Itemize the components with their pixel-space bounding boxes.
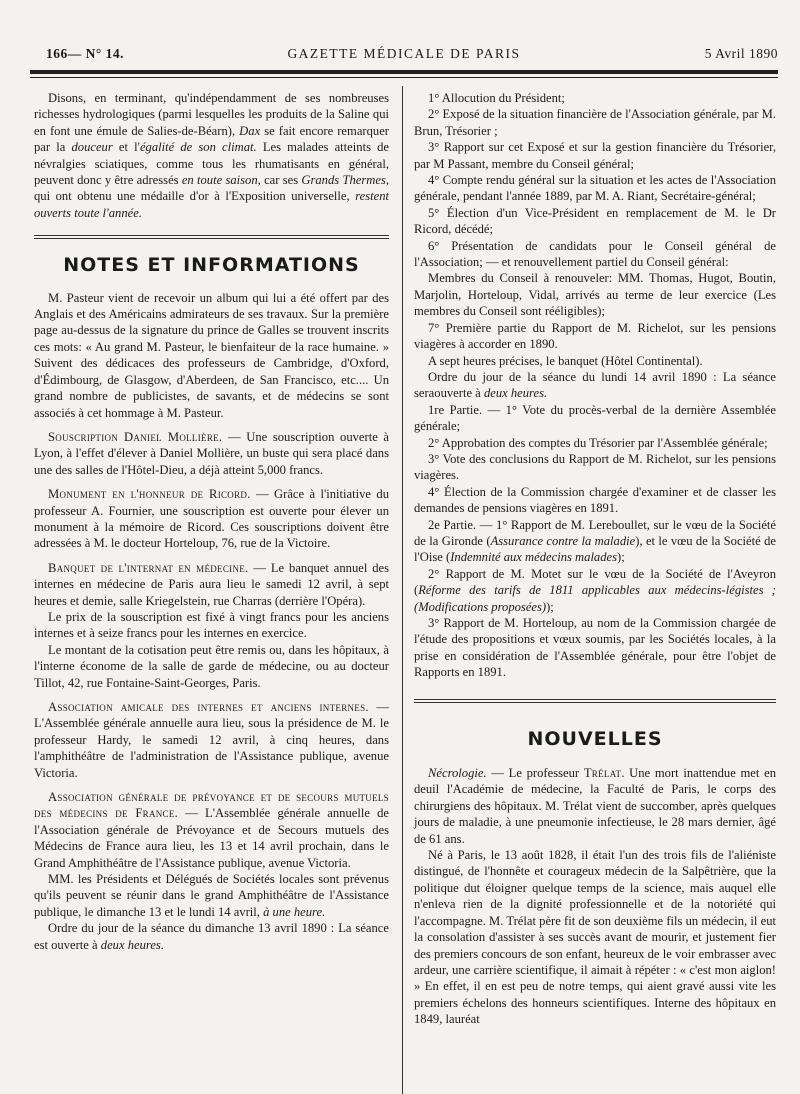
issue-date: 5 Avril 1890 [704,46,778,61]
section-divider [34,235,389,239]
agenda-item-6: 6° Présentation de candidats pour le Conseil général de l'Association; — et renouvellement partiel du Conseil général: [414,238,776,270]
banquet-payment-paragraph: Le montant de la cotisation peut être remis ou, dans les hôpitaux, à l'interne économe de la salle de garde de médecine, ou au docteur Tillot, 42, rue Fontaine-Saint-Georges, Paris. [34,642,389,690]
part1-item-2: 2° Approbation des comptes du Trésorier par l'Assemblée générale; [428,435,768,450]
trelat-biography-paragraph: Né à Paris, le 13 août 1828, il était l'un des trois fils de l'aliéniste distingué, de l'honnête et courageux médecin de la Salpêtrière, que la politique dut éloigner quelque temps de la science, mais auquel elle n'enleva rien de la dignité professionnelle et de la notoriété qui l'accompagne. M. Trélat père fit de son deuxième fils un médecin, il eut la consolation d'assister à ses succès avant de mourir, et justement fier des premiers concours de son enfant, heureux de le voir embrasser avec ardeur, une carrière scientifique, il aimait à répéter : « c'est mon aiglon! » En effet, il en est peu de notre temps, qui aient gravé aussi vite les premiers échelons des honneurs scientifiques. Interne des hôpitaux en 1849, lauréat [414,848,776,1027]
banquet-paragraph: Banquet de l'internat en médecine. — Le banquet annuel des internes en médecine de Paris aura lieu le samedi 12 avril, à sept heures et demie, salle Kriegelstein, rue Charras (derrière l'Opéra). [34,560,390,608]
agenda-item-6-members: Membres du Conseil à renouveler: MM. Thomas, Hugot, Boutin, Marjolin, Horteloup, Vidal, arrivés au terme de leur exercice (Les membres du Conseil sont rééligibles); [414,271,776,319]
ordre-13-paragraph: Ordre du jour de la séance du dimanche 13 avril 1890 : La séance est ouverte à deux heures. [34,921,389,952]
agenda-item-3: 3° Rapport sur cet Exposé et sur la gestion financière du Trésorier, par M Passant, membre du Conseil général; [414,140,776,171]
part2-item-3: 3° Rapport de M. Horteloup, au nom de la Commission chargée de l'étude des propositions et vœux soumis, par les Sociétés locales, à la prise en considération de l'Assemblée générale, pour être l'objet de Rapports en 1891. [414,616,776,680]
presidents-paragraph: MM. les Présidents et Délégués de Sociétés locales sont prévenus qu'ils peuvent se réunir dans le grand Amphithéâtre de l'Assistance publique, le dimanche 13 et le lundi 14 avril, à une heure. [34,872,389,919]
part1-item-1: 1re Partie. — 1° Vote du procès-verbal de la dernière Assemblée générale; [414,402,776,434]
amicale-paragraph: Association amicale des internes et anciens internes. — L'Assemblée générale annuelle aura lieu, sous la présidence de M. le professeur Hardy, le samedi 12 avril, à cinq heures, dans l'amphithéâtre de l'administration de l'Assistance publique, avenue Victoria. [34,700,389,780]
left-column [34,90,389,953]
prevoyance-paragraph: Association générale de prévoyance et de secours mutuels des médecins de France. — L'Assemblée générale annuelle de l'Association générale de Prévoyance et de Secours mutuels des Médecins de France aura lieu, les 13 et 14 avril prochain, dans le Grand Amphithéâtre de l'Assistance publique, avenue Victoria. [34,790,389,870]
agenda-item-1: 1° Allocution du Président; [428,91,565,105]
right-column [414,90,776,1028]
section-title-notes: NOTES ET INFORMATIONS [63,254,360,277]
part2-item-2: 2° Rapport de M. Motet sur le vœu de la Société de l'Aveyron (Réforme des tarifs de 1811 applicables aux médecins-légistes ; (Modifications proposées)); [414,566,776,614]
molliere-paragraph: Souscription Daniel Mollière. — Une souscription ouverte à Lyon, à l'effet d'élever à Daniel Mollière, un buste qui sera placé dans une des salles de l'Hôtel-Dieu, a déjà atteint 5,000 francs. [34,429,389,477]
page-header [30,46,778,70]
part1-item-3: 3° Vote des conclusions du Rapport de M. Richelot, sur les pensions viagères. [414,451,776,483]
part1-item-4: 4° Élection de la Commission chargée d'examiner et de classer les demandes de pensions viagères en 1891. [414,484,776,516]
section-title-nouvelles: NOUVELLES [527,727,663,750]
ricord-paragraph: Monument en l'honneur de Ricord. — Grâce à l'initiative du professeur A. Fournier, une souscription est ouverte pour élever un monument à la mémoire de Ricord. Ces souscriptions doivent être adressées à M. le docteur Horteloup, 76, rue de la Victoire. [34,487,389,551]
journal-title: GAZETTE MÉDICALE DE PARIS [287,46,521,61]
ordre-14-paragraph: Ordre du jour de la séance du lundi 14 avril 1890 : La séance seraouverte à deux heures. [414,369,776,401]
part2-item-1: 2e Partie. — 1° Rapport de M. Lereboullet, sur le vœu de la Société de la Gironde (Assurance contre la maladie), et le vœu de la Société de l'Oise (Indemnité aux médecins malades); [414,517,776,565]
necrologie-paragraph: Nécrologie. — Le professeur Trélat. Une mort inattendue met en deuil l'Académie de médecine, la Faculté de Paris, le corps des chirurgiens des hôpitaux. M. Trélat vient de succomber, après quelques jours de maladie, à une pneumonie infectieuse, le 28 mars dernier, âgé de 61 ans. [414,766,776,846]
dax-paragraph: Disons, en terminant, qu'indépendamment de ses nombreuses richesses hydrologiques (parmi lesquelles les produits de la Saline qui en font une émule de Salies-de-Béarn), Dax se fait encore remarquer par la douceur et l'égalité de son climat. Les malades atteints de névralgies sciatiques, comme tous les rhumatisants en général, peuvent donc y être adressés en toute saison, car ses Grands Thermes, qui ont obtenu une médaille d'or à l'Exposition universelle, restent ouverts toute l'année. [34,91,390,220]
agenda-item-7: 7° Première partie du Rapport de M. Richelot, sur les pensions viagères à accorder en 1890. [414,320,776,352]
agenda-item-5: 5° Élection d'un Vice-Président en remplacement de M. le Dr Ricord, décédé; [414,205,776,237]
page-issue-number: 166— N° 14. [46,46,125,61]
section-divider [414,699,776,703]
column-divider [402,86,403,1094]
agenda-item-2: 2° Exposé de la situation financière de l'Association générale, par M. Brun, Trésorier ; [414,107,776,138]
pasteur-paragraph: M. Pasteur vient de recevoir un album qui lui a été offert par des Anglais et des Américains admirateurs de ses travaux. Sur la première page au-dessus de la signature du prince de Galles se trouvent inscrits ces mots: « Au grand M. Pasteur, le bienfaiteur de la race humaine. » Suivent des dédicaces des professeurs de Cambridge, d'Oxford, d'Édimbourg, de Glasgow, d'Aberdeen, de San Francisco, etc.... Un grand nombre de publicistes, de savants, et de médecins se sont associés à cet hommage à M. Pasteur. [34,290,389,420]
header-rule-thick [30,70,778,74]
header-rule-thin [30,77,778,78]
agenda-item-4: 4° Compte rendu général sur la situation et les actes de l'Association générale, pendant l'année 1889, par M. A. Riant, Secrétaire-général; [414,173,776,204]
banquet-price-paragraph: Le prix de la souscription est fixé à vingt francs pour les anciens internes et à seize francs pour les internes en exercice. [34,609,389,641]
banquet-time: A sept heures précises, le banquet (Hôtel Continental). [428,353,703,368]
